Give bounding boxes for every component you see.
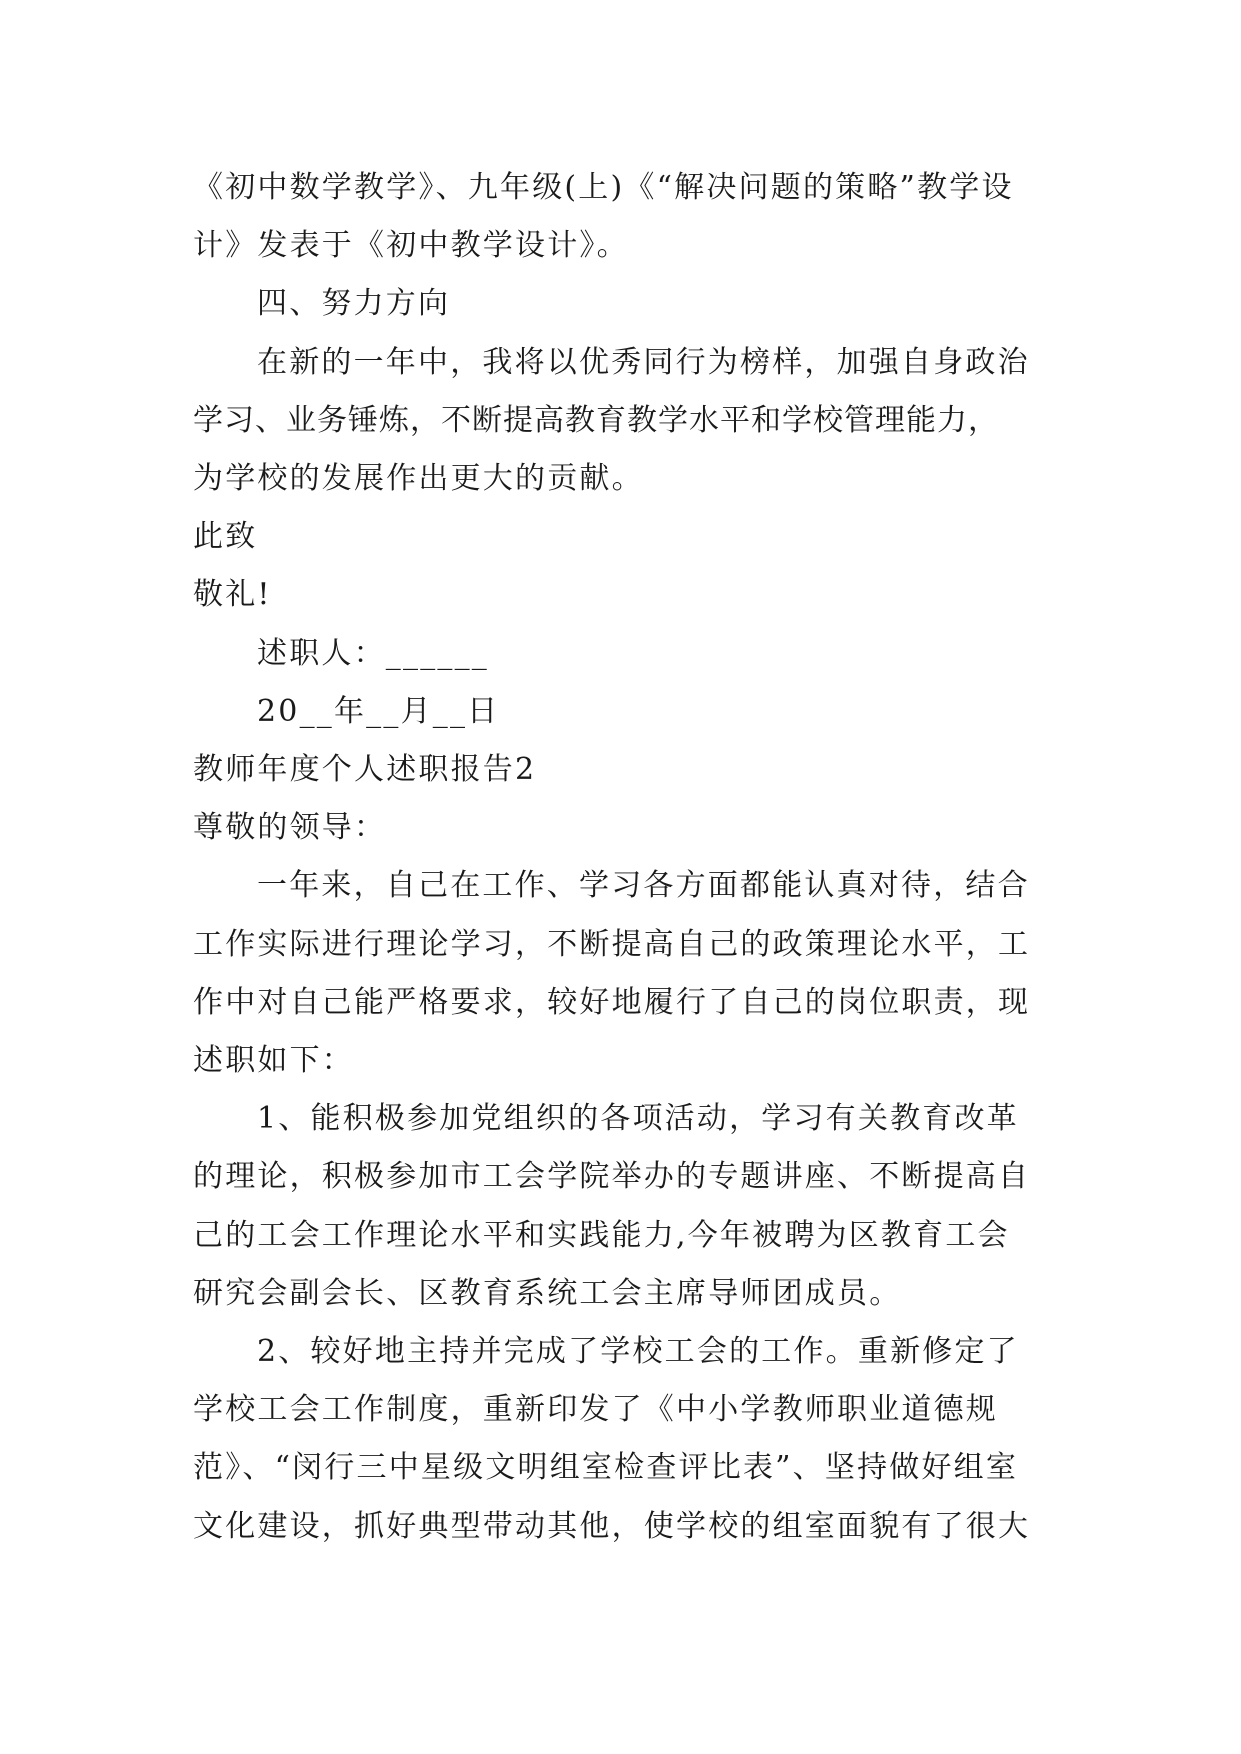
- text-line: 学校工会工作制度，重新印发了《中小学教师职业道德规: [193, 1392, 998, 1427]
- text-line: 作中对自己能严格要求，较好地履行了自己的岗位职责，现: [193, 985, 1031, 1020]
- report-title: 教师年度个人述职报告2: [193, 752, 537, 787]
- text-line: 己的工会工作理论水平和实践能力,今年被聘为区教育工会: [193, 1218, 1010, 1253]
- text-line: 一年来，自己在工作、学习各方面都能认真对待，结合: [257, 868, 1030, 903]
- signature-line: 述职人：______: [257, 636, 489, 671]
- closing-salutation: 此致: [193, 519, 258, 554]
- text-line: 2、较好地主持并完成了学校工会的工作。重新修定了: [257, 1334, 1019, 1369]
- date-line: 20__年__月__日: [257, 694, 500, 729]
- text-line: 研究会副会长、区教育系统工会主席导师团成员。: [193, 1276, 902, 1311]
- text-line: 计》发表于《初中教学设计》。: [193, 228, 629, 263]
- text-line: 述职如下：: [193, 1043, 354, 1078]
- text-line: 的理论，积极参加市工会学院举办的专题讲座、不断提高自: [193, 1159, 1031, 1194]
- text-line: 为学校的发展作出更大的贡献。: [193, 461, 644, 496]
- text-line: 学习、业务锤炼，不断提高教育教学水平和学校管理能力，: [193, 403, 999, 438]
- text-line: 《初中数学教学》、九年级(上)《“解决问题的策略”教学设: [193, 170, 1014, 205]
- text-line: 文化建设，抓好典型带动其他，使学校的组室面貌有了很大: [193, 1509, 1031, 1544]
- section-heading: 四、努力方向: [257, 286, 451, 321]
- text-line: 1、能积极参加党组织的各项活动，学习有关教育改革: [257, 1101, 1019, 1136]
- text-line: 工作实际进行理论学习，不断提高自己的政策理论水平，工: [193, 927, 1031, 962]
- greeting: 尊敬的领导：: [193, 810, 387, 845]
- text-line: 在新的一年中，我将以优秀同行为榜样，加强自身政治: [257, 345, 1030, 380]
- closing-regards: 敬礼!: [193, 577, 272, 612]
- text-line: 范》、“闵行三中星级文明组室检查评比表”、坚持做好组室: [193, 1450, 1019, 1485]
